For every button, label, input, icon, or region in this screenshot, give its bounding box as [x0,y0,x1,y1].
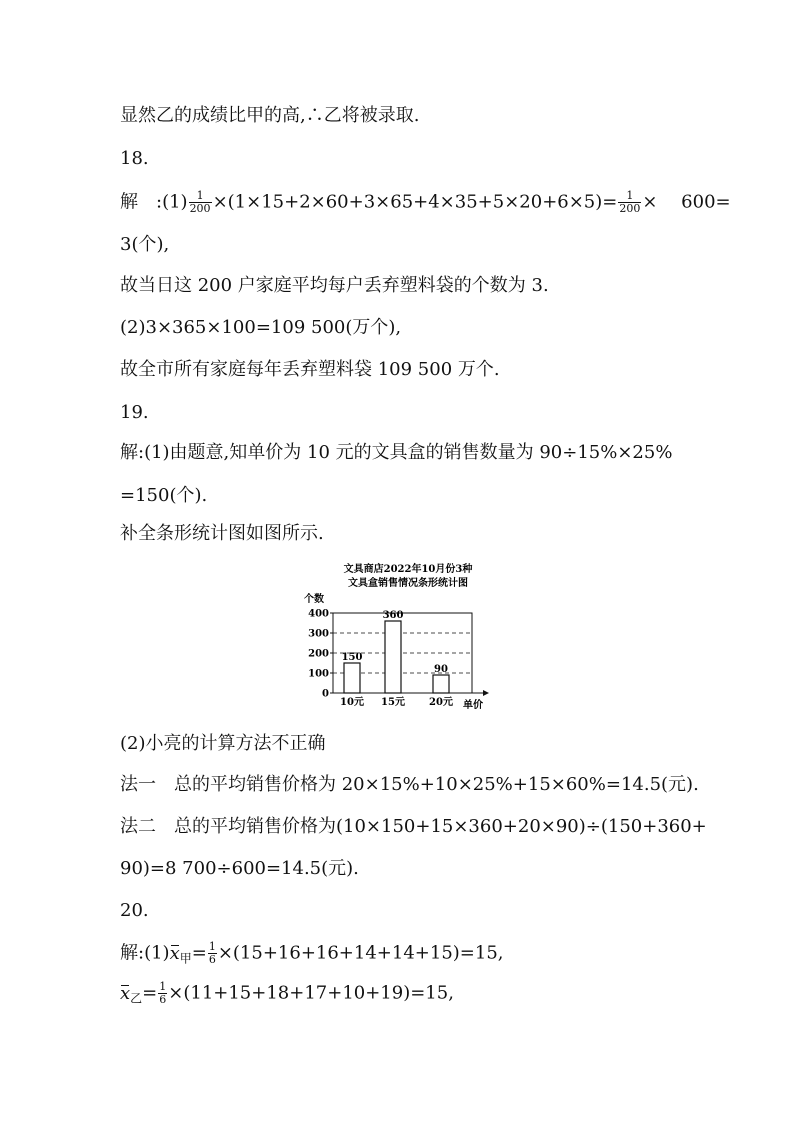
chart-y-axis-label: 个数 [304,594,324,605]
q19-part2-line: (2)小亮的计算方法不正确 [120,733,326,754]
fraction-1-200-b [618,190,641,215]
chart-y-tick-label: 0 [322,688,329,700]
q19-method-2-line-1: 法二 总的平均销售价格为(10×150+15×360+20×90)÷(150+360+ [120,816,707,837]
fraction-numerator: 1 [618,190,641,203]
q18-result: × 600= [642,191,731,213]
x-bar-symbol: x [120,982,131,1004]
chart-x-axis-arrow [483,690,489,696]
q18-part2-conclusion: 故全市所有家庭每年丢弃塑料袋 109 500 万个. [120,359,500,380]
q18-solution-line-2: 3(个), [120,234,170,255]
q18-part1-label: 解 :(1) [120,191,188,213]
question-20-number: 20. [120,900,149,921]
fraction-denominator: 6 [208,953,216,966]
q20-mean-jia-expression: ×(15+16+16+14+14+15)=15, [217,942,504,964]
x-bar-symbol: x [169,942,180,964]
q19-chart-intro: 补全条形统计图如图所示. [120,523,324,544]
equals-sign: = [142,982,158,1004]
bar-chart [300,560,500,710]
chart-y-tick-label: 100 [308,668,329,680]
chart-data-label: 90 [434,664,448,675]
chart-bar [385,621,401,693]
fraction-denominator: 6 [159,993,167,1006]
equals-sign: = [191,942,207,964]
question-19-number: 19. [120,402,149,423]
fraction-denominator: 200 [189,202,211,215]
chart-y-tick-label: 200 [308,648,329,660]
chart-title: 文具商店2022年10月份3种 [343,564,473,575]
chart-y-tick-label: 400 [308,608,329,620]
chart-subtitle: 文具盒销售情况条形统计图 [348,578,468,589]
chart-bar [344,663,360,693]
q18-expression: ×(1×15+2×60+3×65+4×35+5×20+6×5)= [212,191,618,213]
q19-method-1: 法一 总的平均销售价格为 20×15%+10×25%+15×60%=14.5(元). [120,774,699,795]
fraction-numerator: 1 [208,940,216,953]
subscript-yi: 乙 [130,991,143,1006]
subscript-jia: 甲 [179,951,192,966]
chart-category-label: 15元 [381,697,405,708]
q20-mean-yi-expression: ×(11+15+18+17+10+19)=15, [168,982,454,1004]
conclusion-line: 显然乙的成绩比甲的高,∴乙将被录取. [120,105,420,126]
chart-plot-area [308,609,489,709]
fraction-numerator: 1 [189,190,212,203]
q20-solution-line-2 [120,981,454,1011]
q18-part2-line: (2)3×365×100=109 500(万个), [120,317,402,338]
chart-x-axis-label: 单价 [463,700,483,710]
q19-method-2-line-2: 90)=8 700÷600=14.5(元). [120,858,359,879]
q20-solution-line-1 [120,941,504,971]
question-18-number: 18. [120,148,149,169]
fraction-1-200 [189,190,212,215]
q18-solution-line-1 [120,190,731,215]
q19-solution-line-1: 解:(1)由题意,知单价为 10 元的文具盒的销售数量为 90÷15%×25% [120,442,673,463]
q18-solution-line-3: 故当日这 200 户家庭平均每户丢弃塑料袋的个数为 3. [120,275,549,296]
fraction-numerator: 1 [159,980,167,993]
fraction-denominator: 200 [619,202,641,215]
chart-y-tick-label: 300 [308,628,329,640]
chart-bar [433,675,449,693]
chart-category-label: 10元 [340,697,364,708]
chart-data-label: 150 [341,652,363,663]
chart-data-label: 360 [382,610,404,621]
fraction-1-6 [208,941,217,966]
chart-category-label: 20元 [429,697,453,708]
fraction-1-6-b [158,981,167,1006]
q20-part1-label: 解:(1) [120,942,170,964]
q19-solution-line-2: =150(个). [120,485,208,506]
